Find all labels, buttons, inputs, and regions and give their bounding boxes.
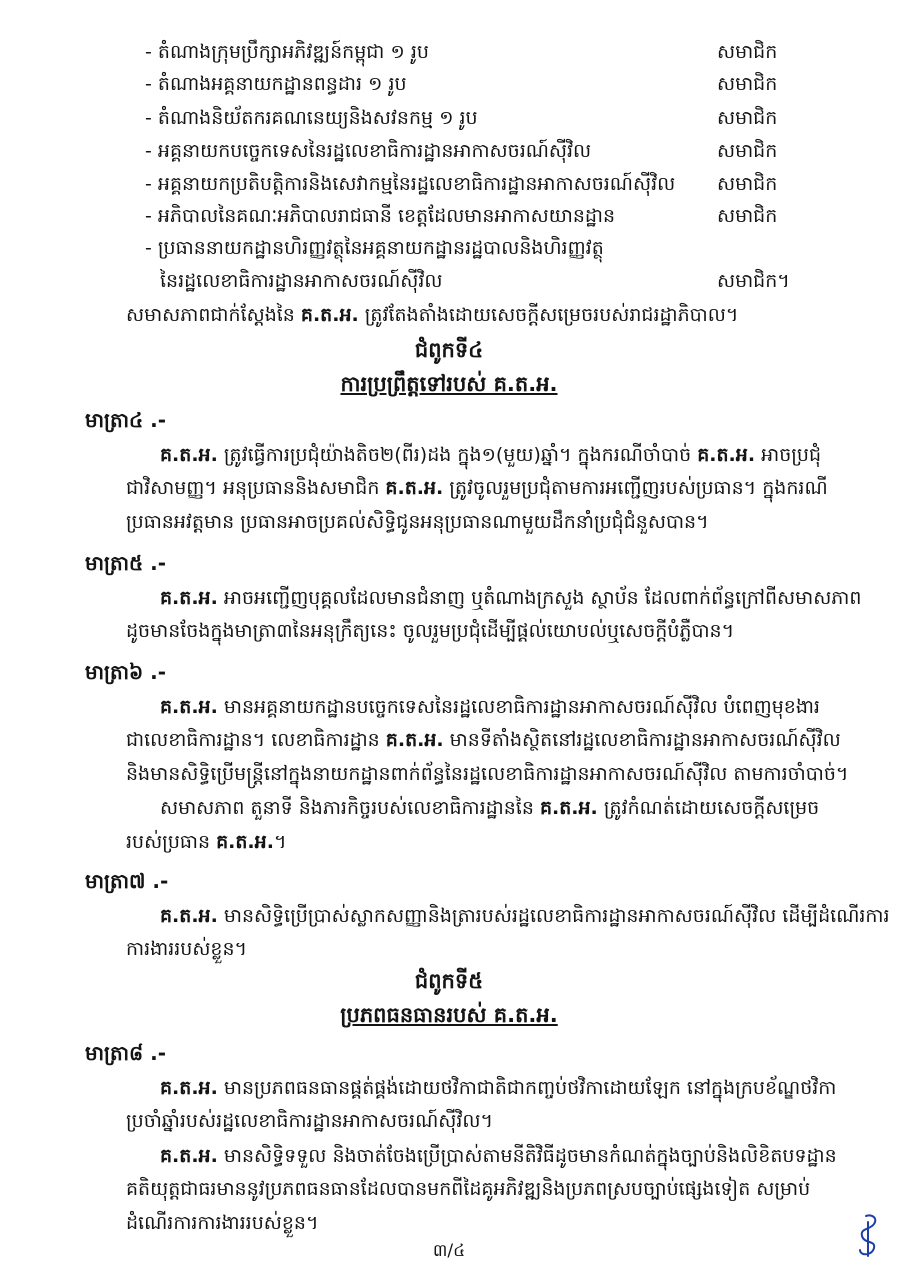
member-line-3: - តំណាងនិយ័តករគណនេយ្យនិងសវនកម្ម ១ រូប bbox=[145, 107, 478, 129]
article4-line3: ប្រធានអវត្តមាន ប្រធានអាចប្រគល់សិទ្ធិជូនអនុប្រធានណាមួយដឹកនាំប្រជុំជំនួសបាន។ bbox=[126, 511, 709, 533]
chapter4-subtitle: ការប្រព្រឹត្តទៅរបស់ គ.ត.អ. bbox=[340, 372, 558, 396]
member-role-4: សមាជិក bbox=[717, 140, 778, 162]
member-role-2: សមាជិក bbox=[717, 73, 778, 95]
member-line-5: - អគ្គនាយកប្រតិបត្តិការនិងសេវាកម្មនៃរដ្ឋលេខាធិការដ្ឋានអាកាសចរណ៍ស៊ីវិល bbox=[145, 173, 676, 195]
composition-note-post: ត្រូវតែងតាំងដោយសេចក្តីសម្រេចរបស់រាជរដ្ឋាភិបាល។ bbox=[358, 304, 739, 326]
member-line-6: - អភិបាលនៃគណៈអភិបាលរាជធានី ខេត្តដែលមានអាកាសយានដ្ឋាន bbox=[145, 205, 616, 227]
article7-line1: គ.ត.អ. មានសិទ្ធិប្រើប្រាស់ស្លាកសញ្ញានិងត្រារបស់រដ្ឋលេខាធិការដ្ឋានអាកាសចរណ៍ស៊ីវិល ដើម្បីដំណើរការ bbox=[160, 905, 890, 927]
article8-line4: គតិយុត្តជាធរមាននូវប្រភពធនធានដែលបានមកពីដៃគូអភិវឌ្ឍនិងប្រភពស្របច្បាប់ផ្សេងទៀត សម្រាប់ bbox=[126, 1178, 811, 1200]
member-line-7b: នៃរដ្ឋលេខាធិការដ្ឋានអាកាសចរណ៍ស៊ីវិល bbox=[160, 270, 443, 292]
article6-line1: គ.ត.អ. មានអគ្គនាយកដ្ឋានបច្ចេកទេសនៃរដ្ឋលេខាធិការដ្ឋានអាកាសចរណ៍ស៊ីវិល បំពេញមុខងារ bbox=[160, 696, 820, 718]
article4-line2: ជាវិសាមញ្ញ។ អនុប្រធាននិងសមាជិក គ.ត.អ. ត្រូវចូលរួមប្រជុំតាមការអញ្ជើញរបស់ប្រធាន។ ក្នុងករណី bbox=[126, 477, 828, 499]
chapter5-title: ជំពូកទី៥ bbox=[414, 969, 484, 993]
chapter4-title: ជំពូកទី៤ bbox=[414, 338, 484, 362]
member-role-5: សមាជិក bbox=[717, 173, 778, 195]
article6-line4: សមាសភាព តួនាទី និងភារកិច្ចរបស់លេខាធិការដ្ឋាននៃ គ.ត.អ. ត្រូវកំណត់ដោយសេចក្តីសម្រេច bbox=[160, 797, 820, 819]
article8-line5: ដំណើរការការងាររបស់ខ្លួន។ bbox=[126, 1212, 319, 1234]
article7-line2: ការងាររបស់ខ្លួន។ bbox=[126, 938, 248, 960]
article5-line2: ដូចមានចែងក្នុងមាត្រា៣នៃអនុក្រឹត្យនេះ ចូលរួមប្រជុំដើម្បីផ្តល់យោបល់ឬសេចក្តីបំភ្លឺបាន។ bbox=[126, 620, 735, 642]
member-line-4: - អគ្គនាយកបច្ចេកទេសនៃរដ្ឋលេខាធិការដ្ឋានអាកាសចរណ៍ស៊ីវិល bbox=[145, 140, 592, 162]
composition-note bbox=[126, 300, 738, 330]
member-line-1: - តំណាងក្រុមប្រឹក្សាអភិវឌ្ឍន៍កម្ពុជា ១ រូប bbox=[145, 41, 429, 63]
article8-line3: គ.ត.អ. មានសិទ្ធិទទួល និងចាត់ចែងប្រើប្រាស់តាមនីតិវិធីដូចមានកំណត់ក្នុងច្បាប់និងលិខិតបទដ្ឋាន bbox=[160, 1145, 837, 1167]
member-line-2: - តំណាងអគ្គនាយកដ្ឋានពន្ធដារ ១ រូប bbox=[145, 73, 407, 95]
article6-line5: របស់ប្រធាន គ.ត.អ.។ bbox=[126, 831, 287, 853]
article5-heading: មាត្រា៥ .- bbox=[85, 551, 167, 575]
article8-line1: គ.ត.អ. មានប្រភពធនធានផ្គត់ផ្គង់ដោយថវិកាជាតិជាកញ្ចប់ថវិកាដោយឡែក នៅក្នុងក្របខ័ណ្ឌថវិកា bbox=[160, 1077, 837, 1099]
article4-line1: គ.ត.អ. ត្រូវធ្វើការប្រជុំយ៉ាងតិច២(ពីរ)ដង ក្នុង១(មួយ)ឆ្នាំ។ ក្នុងករណីចាំបាច់ គ.ត.អ. អាចប្រជុំ bbox=[160, 444, 822, 466]
article4-heading: មាត្រា៤ .- bbox=[85, 408, 167, 432]
article8-heading: មាត្រា៨ .- bbox=[85, 1041, 167, 1065]
chapter5-subtitle: ប្រភពធនធានរបស់ គ.ត.អ. bbox=[340, 1003, 558, 1027]
composition-note-abbr: គ.ត.អ. bbox=[300, 304, 359, 326]
article5-line1: គ.ត.អ. អាចអញ្ជើញបុគ្គលដែលមានជំនាញ ឬតំណាងក្រសួង ស្ថាប័ន ដែលពាក់ព័ន្ធក្រៅពីសមាសភាព bbox=[160, 587, 862, 609]
member-role-1: សមាជិក bbox=[717, 41, 778, 63]
article6-line3: និងមានសិទ្ធិប្រើមន្ត្រីនៅក្នុងនាយកដ្ឋានពាក់ព័ន្ធនៃរដ្ឋលេខាធិការដ្ឋានអាកាសចរណ៍ស៊ីវិល តាមការចាំបាច់។ bbox=[126, 763, 849, 785]
member-role-3: សមាជិក bbox=[717, 107, 778, 129]
member-role-6: សមាជិក bbox=[717, 205, 778, 227]
article6-heading: មាត្រា៦ .- bbox=[85, 660, 167, 684]
composition-note-pre: សមាសភាពជាក់ស្តែងនៃ bbox=[126, 304, 301, 326]
page-number: ៣/៤ bbox=[432, 1241, 466, 1261]
article6-line2: ជាលេខាធិការដ្ឋាន។ លេខាធិការដ្ឋាន គ.ត.អ. មានទីតាំងស្ថិតនៅរដ្ឋលេខាធិការដ្ឋានអាកាសចរណ៍ស៊ីវិល bbox=[126, 729, 841, 751]
article7-heading: មាត្រា៧ .- bbox=[85, 869, 169, 893]
article8-line2: ប្រចាំឆ្នាំរបស់រដ្ឋលេខាធិការដ្ឋានអាកាសចរណ៍ស៊ីវិល។ bbox=[126, 1110, 494, 1132]
member-line-7a: - ប្រធាននាយកដ្ឋានហិរញ្ញវត្ថុនៃអគ្គនាយកដ្ឋានរដ្ឋបាលនិងហិរញ្ញវត្ថុ bbox=[145, 237, 604, 259]
member-role-7: សមាជិក។ bbox=[717, 270, 790, 292]
